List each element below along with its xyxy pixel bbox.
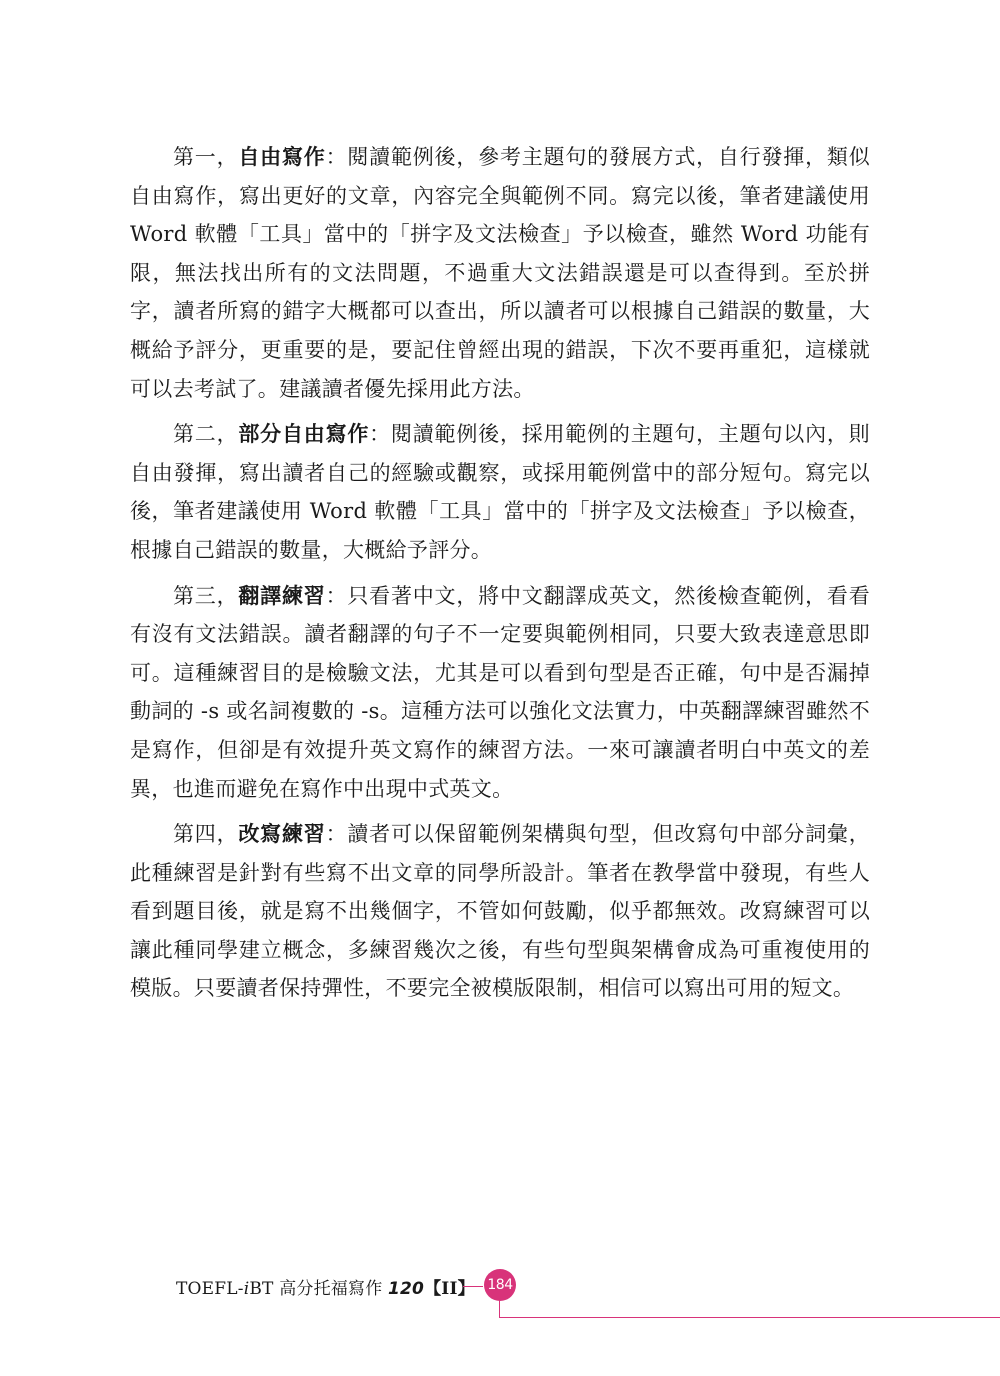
method-term: 翻譯練習 <box>238 583 326 608</box>
body-text <box>130 138 870 1015</box>
running-footer-title <box>176 1274 475 1299</box>
footer-rule-vertical <box>499 1300 500 1318</box>
footer-rule-left <box>463 1286 483 1287</box>
method-term: 改寫練習 <box>238 822 326 847</box>
paragraph-lead: 第三， <box>173 583 239 608</box>
paragraph-text: ：只看著中文，將中文翻譯成英文，然後檢查範例，看看有沒有文法錯誤。讀者翻譯的句子不一定要與範例相同，只要大致表達意思即可。這種練習目的是檢驗文法，尤其是可以看到句型是否正確，句中是否漏掉動詞的 -s 或名詞複數的 -s。這種方法可以強化文法實力，中英翻譯練習雖然不是寫作，但卻是有效提升英文寫作的練習方法。一來可讓讀者明白中英文的差異，也進而避免在寫作中出現中式英文。 <box>130 583 870 801</box>
page-number-badge: 184 <box>484 1269 516 1301</box>
paragraph-text: ：閱讀範例後，參考主題句的發展方式，自行發揮，類似自由寫作，寫出更好的文章，內容完全與範例不同。寫完以後，筆者建議使用 Word 軟體「工具」當中的「拼字及文法檢查」予以檢查，雖然 Word 功能有限，無法找出所有的文法問題，不過重大文法錯誤還是可以查得到。至於拼字，讀者所寫的錯字大概都可以查出，所以讀者可以根據自己錯誤的數量，大概給予評分，更重要的是，要記住曾經出現的錯誤，下次不要再重犯，這樣就可以去考試了。建議讀者優先採用此方法。 <box>130 145 870 401</box>
footer-prefix: TOEFL- <box>176 1279 244 1299</box>
footer-rule-right <box>499 1317 1000 1318</box>
paragraph-rewriting-practice <box>130 815 870 1008</box>
paragraph-text: ：閱讀範例後，採用範例的主題句，主題句以內，則自由發揮，寫出讀者自己的經驗或觀察，或採用範例當中的部分短句。寫完以後，筆者建議使用 Word 軟體「工具」當中的「拼字及文法檢查」予以檢查，根據自己錯誤的數量，大概給予評分。 <box>130 422 870 562</box>
paragraph-translation-practice <box>130 577 870 809</box>
paragraph-lead: 第四， <box>173 822 239 847</box>
footer-volume: 【II】 <box>424 1279 475 1299</box>
paragraph-free-writing <box>130 138 870 408</box>
paragraph-text: ：讀者可以保留範例架構與句型，但改寫句中部分詞彙，此種練習是針對有些寫不出文章的同學所設計。筆者在教學當中發現，有些人看到題目後，就是寫不出幾個字，不管如何鼓勵，似乎都無效。改寫練習可以讓此種同學建立概念，多練習幾次之後，有些句型與架構會成為可重複使用的模版。只要讀者保持彈性，不要完全被模版限制，相信可以寫出可用的短文。 <box>130 822 870 1001</box>
method-term: 部分自由寫作 <box>238 422 370 447</box>
footer-ibt-letter: i <box>243 1279 250 1299</box>
method-term: 自由寫作 <box>238 145 326 169</box>
paragraph-lead: 第一， <box>173 145 239 169</box>
paragraph-lead: 第二， <box>173 422 239 447</box>
footer-book-title: BT 高分托福寫作 <box>249 1279 388 1299</box>
footer-title-number: 120 <box>388 1279 425 1299</box>
paragraph-partial-free-writing <box>130 415 870 569</box>
